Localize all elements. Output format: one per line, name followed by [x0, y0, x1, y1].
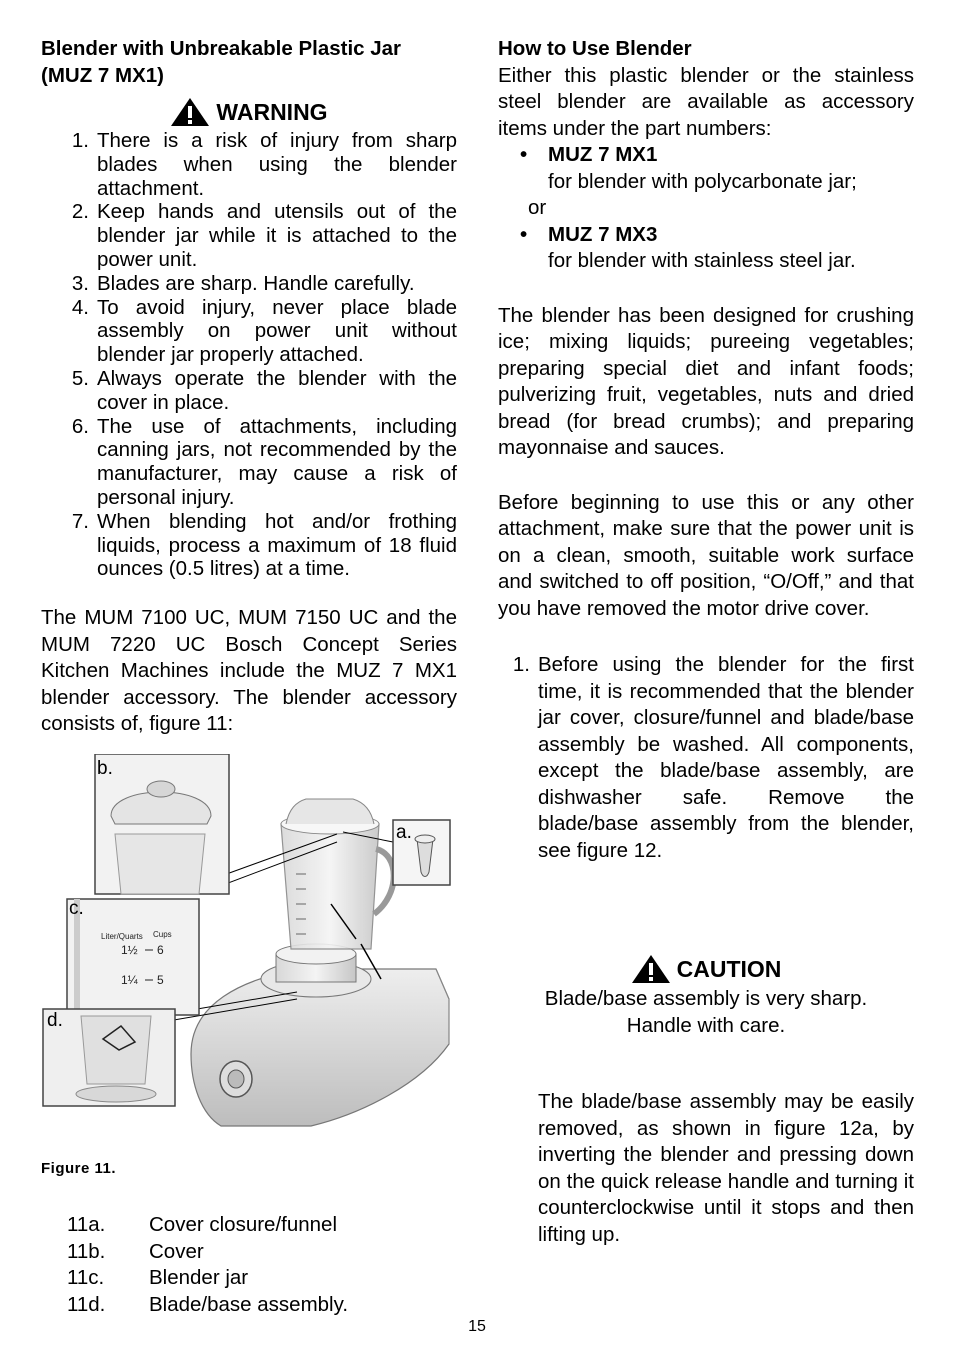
figure-label-c: c. [69, 897, 84, 919]
before-paragraph: Before beginning to use this or any other attachment, make sure that the power unit is on a clean, smooth, suitable work surface and switched to off position, “O/Off,” and that you have removed the motor drive cover. [498, 490, 914, 620]
part-desc-1: for blender with polycarbonate jar; [548, 169, 857, 193]
warning-item: 6. The use of attachments, including canning jars, not recommended by the manufacturer, may cause a risk of personal injury. [71, 414, 457, 509]
scale-header-left: Liter/Quarts [101, 931, 143, 941]
step-1: 1. Before using the blender for the first time, it is recommended that the blender jar cover, closure/funnel and blade/base assembly be washed. All components, except the blade/base assembly, are dishwasher safe. Remove the blade/base assembly from the blender, see figure 12. [512, 653, 914, 862]
figure-parts-list [41, 1212, 457, 1318]
right-column [498, 36, 914, 1248]
blender-illustration [41, 754, 457, 1144]
list-item: 11b. Cover [67, 1239, 204, 1263]
list-item: 11d. Blade/base assembly. [67, 1292, 349, 1316]
warning-item: 5. Always operate the blender with the cover in place. [71, 366, 457, 414]
how-to-heading: How to Use Blender [498, 37, 692, 60]
caution-heading [498, 954, 914, 984]
how-to-text: Either this plastic blender or the stainless steel blender are available as accessory items under the part numbers: [498, 63, 914, 140]
scale-header-right: Cups [153, 929, 172, 939]
scale-row1-right: 6 [157, 942, 164, 957]
warning-item: 4. To avoid injury, never place blade assembly on power unit without blender jar properly attached. [71, 295, 457, 367]
designed-paragraph: The blender has been designed for crushing ice; mixing liquids; pureeing vegetables; preparing special diet and infant foods; pulverizing fruit, vegetables, nuts and dried bread (for bread crumbs); and preparing mayonnaise and sauces. [498, 303, 914, 459]
warning-title: WARNING [216, 98, 328, 125]
removal-paragraph: The blade/base assembly may be easily removed, as shown in figure 12a, by inverting the blender and pressing down on the quick release handle and turning it counterclockwise until it stops and then lifting up. [538, 1090, 914, 1246]
warning-item: 2. Keep hands and utensils out of the blender jar while it is attached to the power unit. [71, 200, 457, 271]
warning-triangle-icon [631, 954, 671, 984]
intro-paragraph: The MUM 7100 UC, MUM 7150 UC and the MUM 7220 UC Bosch Concept Series Kitchen Machines include the MUZ 7 MX1 blender accessory. The blender accessory consists of, figure 11: [41, 606, 457, 736]
warning-item: 7. When blending hot and/or frothing liquids, process a maximum of 18 fluid ounces (0.5 litres) at a time. [71, 509, 457, 581]
part-item-1: • MUZ 7 MX1 [520, 143, 658, 166]
caution-line-1: Blade/base assembly is very sharp. [544, 987, 868, 1010]
left-column [41, 36, 457, 1318]
list-item: 11a. Cover closure/funnel [67, 1213, 338, 1237]
page-number: 15 [468, 1318, 486, 1335]
warning-list [41, 129, 457, 581]
scale-row1-left: 1½ [121, 942, 138, 957]
caution-block [498, 954, 914, 1039]
figure-label-b: b. [97, 757, 113, 779]
section-heading: Blender with Unbreakable Plastic Jar (MUZ 7 MX1) [41, 37, 402, 87]
warning-item: 3. Blades are sharp. Handle carefully. [71, 271, 415, 295]
list-item: 11c. Blender jar [67, 1266, 249, 1290]
warning-heading [41, 97, 457, 127]
scale-row2-right: 5 [157, 972, 164, 987]
figure-caption: Figure 11. [41, 1159, 117, 1177]
caution-line-2: Handle with care. [626, 1013, 786, 1037]
scale-row2-left: 1¼ [121, 972, 138, 987]
warning-triangle-icon [170, 97, 210, 127]
part-desc-2: for blender with stainless steel jar. [548, 249, 856, 272]
figure-11-illustration [41, 754, 457, 1144]
warning-item: 1. There is a risk of injury from sharp blades when using the blender attachment. [71, 129, 457, 200]
figure-label-d: d. [47, 1009, 63, 1031]
or-text: or [528, 196, 547, 219]
figure-label-a: a. [396, 821, 412, 843]
part-item-2: • MUZ 7 MX3 [520, 222, 658, 246]
caution-title: CAUTION [676, 955, 782, 982]
